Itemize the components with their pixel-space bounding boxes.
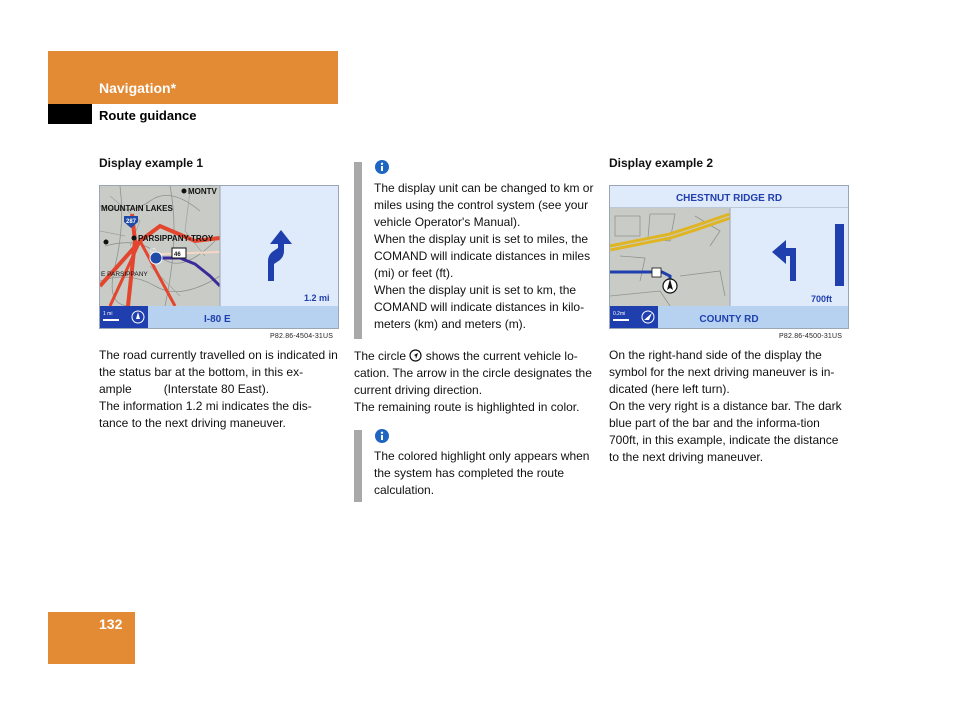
scale-readout: 1 mi — [103, 311, 113, 317]
col2-para-1-a: The circle — [354, 349, 407, 363]
col1-para-1-c: (Interstate 80 East). — [163, 382, 270, 396]
note-1-text — [374, 180, 594, 333]
note-1-line-2: When the display unit is set to miles, the COMAND will indicate distances in miles (mi) or feet (ft). — [374, 232, 591, 280]
col1-para-2: The information 1.2 mi indicates the dis-tance to the next driving maneuver. — [99, 399, 312, 430]
distance-readout-2: 700ft — [811, 294, 833, 304]
map-label-e-parsippany: E PARSIPPANY — [101, 271, 148, 278]
note-1-line-1: The display unit can be changed to km or miles using the control system (see your vehicle Operator's Manual). — [374, 181, 594, 229]
col3-para-1: On the right-hand side of the display the symbol for the next driving maneuver is in-dicated (here left turn). — [609, 348, 835, 396]
map-shield-80: 80 — [150, 248, 156, 254]
map-label-montv: MONTV — [188, 187, 217, 196]
note-bar-1 — [354, 162, 362, 339]
figure-code-2: P82.86-4500-31US — [779, 333, 843, 340]
col2-para-1 — [354, 348, 594, 399]
col2-para-1-b: shows the current vehicle lo-cation. The arrow in the circle designates the current driving direction. — [354, 349, 592, 397]
caption-display-example-2: Display example 2 — [609, 156, 714, 170]
col1-para-1-b: ample — [99, 382, 132, 396]
info-icon — [375, 160, 389, 174]
distance-readout: 1.2 mi — [304, 293, 330, 303]
display-example-1-screen — [99, 185, 339, 329]
col2-para-2: The remaining route is highlighted in color. — [354, 400, 580, 414]
map-label-mountain-lakes: MOUNTAIN LAKES — [101, 204, 173, 213]
note-1-line-3: When the display unit is set to km, the COMAND will indicate distances in kilo-meters (km) and meters (m). — [374, 283, 585, 331]
info-icon — [375, 429, 389, 443]
caption-display-example-1: Display example 1 — [99, 156, 204, 170]
section-title: Navigation* — [99, 80, 177, 96]
header-marker — [48, 104, 92, 124]
current-road-2: COUNTY RD — [699, 314, 759, 325]
col1-body — [99, 347, 339, 432]
col3-body — [609, 347, 849, 466]
col1-para-1 — [99, 347, 339, 398]
current-road: I-80 E — [204, 314, 231, 325]
vehicle-location-circle-icon — [409, 349, 422, 362]
header-band — [48, 51, 338, 104]
map-shield-287: 287 — [126, 219, 137, 225]
col2-body — [354, 348, 594, 416]
map-label-parsippany-troy: PARSIPPANY-TROY — [138, 234, 214, 243]
col1-para-1-a: The road currently travelled on is indicated in the status bar at the bottom, in this ex- — [99, 348, 338, 379]
display-example-2-screen — [609, 185, 849, 329]
map-shield-46: 46 — [174, 252, 181, 258]
note-2-text: The colored highlight only appears when the system has completed the route calculation. — [374, 449, 590, 497]
next-street: CHESTNUT RIDGE RD — [675, 193, 783, 204]
col3-para-2: On the very right is a distance bar. The dark blue part of the bar and the informa-tion 700ft, in this example, indicate the distance to the next driving maneuver. — [609, 399, 842, 464]
scale-readout-2: 0.2mi — [613, 311, 626, 317]
page-number: 132 — [99, 616, 123, 632]
note-bar-2 — [354, 430, 362, 502]
distance-bar — [835, 224, 844, 286]
subsection-title: Route guidance — [99, 108, 197, 123]
figure-code-1: P82.86-4504-31US — [270, 333, 334, 340]
